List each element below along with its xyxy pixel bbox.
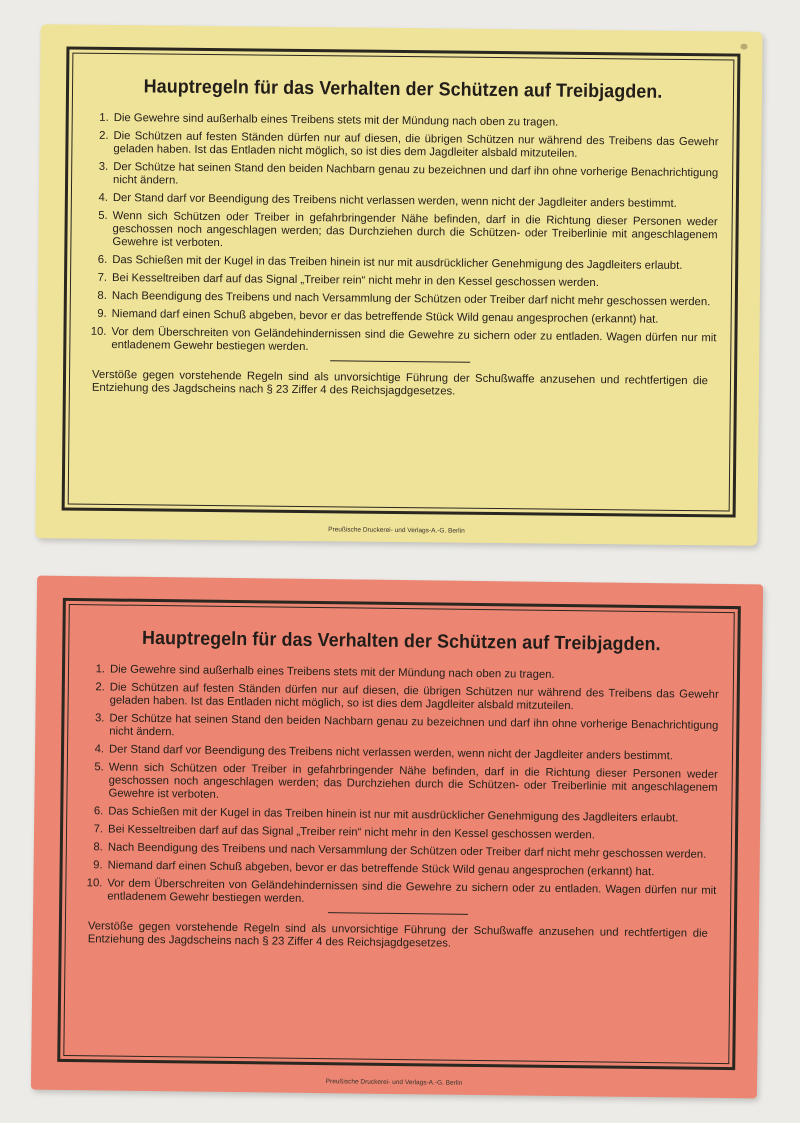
rule-number: 2.: [95, 681, 105, 694]
rule-item: [81, 805, 717, 826]
card-footer: Verstöße gegen vorstehende Regeln sind als unvorsichtige Führung der Schußwaffe anzusehen und rechtfertigen die Entziehung des Jagdscheins nach § 23 Ziffer 4 des Reichsjagdgesetzes.: [87, 920, 708, 950]
rule-text: Die Schützen auf festen Ständen dürfen nur auf diesen, die übrigen Schützen nur während des Treibens das Gewehr geladen haben. Ist das Entladen nicht möglich, so ist dies dem Jagdleiter alsbald mitzuteilen.: [113, 130, 719, 160]
rule-text: Niemand darf einen Schuß abgeben, bevor er das betreffende Stück Wild genau angesprochen (erkannt) hat.: [111, 307, 659, 326]
rule-item: [83, 663, 719, 684]
rule-text: Vor dem Überschreiten von Geländehindernissen sind die Gewehre zu sichern oder zu entladen. Wagen dürfen nur mit entladenem Gewehr bestiegen werden.: [107, 877, 717, 905]
rule-text: Der Stand darf vor Beendigung des Treibens nicht verlassen werden, wenn nicht der Jagdleiter anders bestimmt.: [108, 743, 673, 763]
divider: [330, 360, 470, 362]
rule-item: [87, 112, 719, 132]
rule-text: Das Schießen mit der Kugel in das Treiben hinein ist nur mit ausdrücklicher Genehmigung des Jagdleiters erlaubt.: [112, 253, 683, 272]
card-border: [62, 47, 741, 518]
card-footer: Verstöße gegen vorstehende Regeln sind als unvorsichtige Führung der Schußwaffe anzusehen und rechtfertigen die Entziehung des Jagdscheins nach § 23 Ziffer 4 des Reichsjagdgesetzes.: [91, 368, 709, 398]
stain-mark: [740, 44, 747, 50]
rule-number: 4.: [98, 191, 108, 204]
rule-text: Bei Kesseltreiben darf auf das Signal „Treiber rein“ nicht mehr in den Kessel geschossen werden.: [111, 271, 599, 290]
rule-text: Der Schütze hat seinen Stand den beiden Nachbarn genau zu bezeichnen und darf ihn ohne vorherige Benachrichtigung nicht ändern.: [109, 712, 719, 739]
rule-number: 7.: [97, 271, 108, 284]
printer-imprint: Preußische Druckerei- und Verlags-A.-G. Berlin: [328, 526, 465, 535]
rule-text: Niemand darf einen Schuß abgeben, bevor er das betreffende Stück Wild genau angesprochen (erkannt) hat.: [107, 859, 655, 879]
rule-item: [81, 859, 717, 880]
rule-number: 9.: [97, 307, 107, 320]
rule-text: Wenn sich Schützen oder Treiber in gefahrbringender Nähe befinden, darf in die Richtung dieser Personen weder geschossen noch angeschlagen werden; das Durchziehen durch die Schützen- oder Treiberlinie mit angeschlagenem Gewehre ist verboten.: [108, 761, 718, 801]
pink-rules-card: [31, 576, 763, 1099]
rule-item: [84, 326, 716, 359]
rule-number: 10.: [90, 325, 107, 338]
rule-item: [82, 712, 718, 746]
divider: [328, 912, 468, 915]
rule-item: [86, 161, 718, 194]
rule-text: Der Schütze hat seinen Stand den beiden Nachbarn genau zu bezeichnen und darf ihn ohne vorherige Benachrichtigung nicht ändern.: [113, 161, 719, 187]
rule-item: [86, 192, 718, 212]
rule-text: Die Schützen auf festen Ständen dürfen nur auf diesen, die übrigen Schützen nur während des Treibens das Gewehr geladen haben. Ist das Entladen nicht möglich, so ist dies dem Jagdleiter alsbald mitzuteilen.: [109, 681, 719, 713]
rule-text: Vor dem Überschreiten von Geländehindernissen sind die Gewehre zu sichern oder zu entladen. Wagen dürfen nur mit entladenem Gewehr bestiegen werden.: [111, 325, 717, 354]
rule-text: Nach Beendigung des Treibens und nach Versammlung der Schützen oder Treiber darf nicht mehr geschossen werden.: [111, 289, 711, 309]
rule-number: 9.: [93, 859, 103, 872]
rule-item: [82, 743, 718, 764]
rule-number: 2.: [99, 129, 109, 142]
rule-item: [81, 841, 717, 862]
rule-number: 8.: [97, 289, 107, 302]
rule-text: Das Schießen mit der Kugel in das Treiben hinein ist nur mit ausdrücklicher Genehmigung des Jagdleiters erlaubt.: [108, 805, 679, 825]
rule-item: [85, 254, 717, 274]
rule-text: Wenn sich Schützen oder Treiber in gefahrbringender Nähe befinden, darf in die Richtung dieser Personen weder geschossen noch angeschlagen werden; das Durchziehen durch die Schützen- oder Treiberlinie mit angeschlagenem Gewehre ist verboten.: [112, 209, 718, 250]
rule-number: 5.: [94, 761, 104, 774]
rule-item: [85, 290, 717, 310]
rule-item: [80, 877, 716, 911]
rule-item: [83, 681, 719, 715]
rule-text: Die Gewehre sind außerhalb eines Treibens stets mit der Mündung nach oben zu tragen.: [109, 663, 555, 681]
printer-imprint: Preußische Druckerei- und Verlags-A.-G. Berlin: [325, 1078, 463, 1087]
rule-item: [85, 210, 717, 256]
rule-number: 10.: [86, 877, 103, 890]
rules-list: [80, 663, 719, 911]
rule-number: 6.: [93, 805, 104, 818]
rule-number: 5.: [98, 209, 108, 222]
card-title: Hauptregeln für das Verhalten der Schützen auf Treibjagden.: [141, 627, 661, 656]
rule-number: 6.: [97, 253, 108, 266]
card-title: Hauptregeln für das Verhalten der Schützen auf Treibjagden.: [143, 76, 663, 103]
rule-item: [85, 308, 717, 328]
rule-item: [81, 823, 717, 844]
rule-number: 1.: [99, 111, 109, 124]
yellow-rules-card: [35, 24, 762, 546]
rule-number: 3.: [94, 712, 105, 725]
rule-text: Die Gewehre sind außerhalb eines Treibens stets mit der Mündung nach oben zu tragen.: [113, 112, 559, 129]
rule-item: [81, 761, 717, 808]
card-border: [57, 598, 741, 1070]
rule-number: 7.: [93, 823, 104, 836]
card-inner-border: [63, 604, 734, 1064]
rule-item: [85, 272, 717, 292]
rule-number: 8.: [93, 841, 103, 854]
rule-number: 1.: [95, 663, 106, 676]
rule-number: 4.: [94, 743, 105, 756]
rule-text: Nach Beendigung des Treibens und nach Versammlung der Schützen oder Treiber darf nicht mehr geschossen werden.: [107, 841, 707, 861]
card-inner-border: [68, 53, 735, 512]
rule-item: [86, 130, 718, 163]
rule-number: 3.: [98, 160, 109, 173]
rules-list: [84, 112, 718, 359]
rule-text: Bei Kesseltreiben darf auf das Signal „Treiber rein“ nicht mehr in den Kessel geschossen werden.: [107, 823, 595, 842]
rule-text: Der Stand darf vor Beendigung des Treibens nicht verlassen werden, wenn nicht der Jagdleiter anders bestimmt.: [112, 191, 677, 210]
